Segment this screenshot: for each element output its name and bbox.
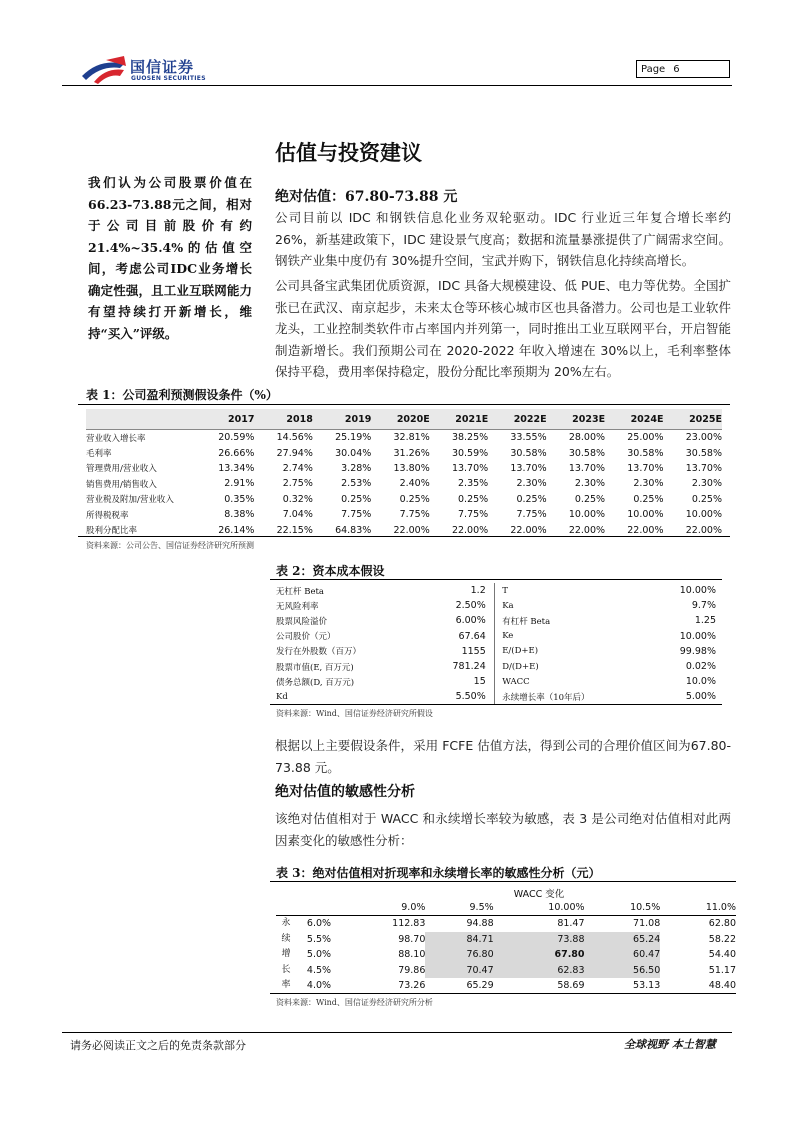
table1-cell: 10.00%: [568, 509, 606, 521]
table2-param-label: 股票市值(E, 百万元): [276, 662, 354, 673]
table1-cell: 22.00%: [685, 524, 722, 536]
table1-cell: 30.04%: [335, 447, 372, 459]
table1-cell: 0.25%: [691, 493, 722, 505]
table-row: [276, 689, 716, 704]
table2-spacer: [494, 629, 502, 644]
table2-column-divider: [486, 644, 494, 659]
table2-spacer: [494, 613, 502, 628]
table1-cell: 0.25%: [633, 493, 664, 505]
table1-cell: 30.59%: [451, 447, 489, 459]
table2-spacer: [494, 659, 502, 674]
table3-caption: 表 3：绝对估值相对折现率和永续增长率的敏感性分析（元）: [276, 866, 601, 880]
table3-cell: 65.24: [585, 932, 661, 948]
table1-cell: 13.70%: [627, 462, 664, 474]
table3-wacc-value: 9.0%: [401, 902, 426, 913]
table2-spacer: [494, 598, 502, 613]
table2-param-value: 15: [473, 676, 486, 688]
sidebar-summary: 我们认为公司股票价值在66.23-73.88元之间，相对于公司目前股价有约21.4%~35.4%的估值空间，考虑公司IDC业务增长确定性强，且工业互联网能力有望持续打开新增长，维持“买入”评级。: [88, 175, 252, 341]
table1-cell: 22.00%: [568, 524, 606, 536]
table3-cell: 51.17: [708, 964, 736, 976]
table3-wacc-value: 11.0%: [705, 902, 736, 913]
table-row: [276, 629, 716, 644]
section-heading-absolute-valuation: 绝对估值：67.80-73.88 元: [275, 189, 458, 205]
table2-param-value: 10.0%: [685, 676, 716, 688]
table-row: [276, 644, 716, 659]
table-row: [276, 978, 736, 994]
table3-growth-value: 5.0%: [306, 949, 332, 961]
table3-corner: [276, 885, 296, 900]
table2-param-value: 10.00%: [679, 585, 716, 597]
table1-cell: 7.75%: [458, 509, 489, 521]
table2-column-divider: [486, 598, 494, 613]
table1-cell: 13.70%: [451, 462, 489, 474]
table3-cell: 70.47: [425, 963, 493, 979]
table3-corner: [276, 900, 296, 916]
paragraph-resources-forecast: 公司具备宝武集团优质资源，IDC 具备大规模建设、低 PUE、电力等优势。全国扩张已在武汉、南京起步，未来太仓等环核心城市区也具备潜力。公司也是工业软件龙头，工业控制类软件市占率国内并列第一，同时推出工业互联网平台，开启智能制造新增长。我们预期公司在 2020-2022 年收入增速在 30%以上，毛利率整体保持平稳，费用率保持稳定，股份分配比率预期为 20%左右。: [275, 278, 731, 379]
paragraph-sensitivity-intro: 该绝对估值相对于 WACC 和永续增长率较为敏感，表 3 是公司绝对估值相对此两因素变化的敏感性分析：: [275, 811, 731, 848]
table2-cost-of-capital: [276, 583, 716, 705]
table1-cell: 0.35%: [224, 493, 255, 505]
table-row: [86, 476, 722, 491]
table1-col-header: 2024E: [605, 409, 663, 430]
table1-cell: 31.26%: [393, 447, 430, 459]
table3-cell: 62.80: [708, 918, 736, 930]
table1-col-header: 2017: [196, 409, 254, 430]
table1-cell: 0.25%: [516, 493, 547, 505]
table-row: [276, 963, 736, 979]
table2-param-label: D/(D+E): [502, 661, 539, 672]
table3-growth-value: 4.0%: [306, 980, 332, 992]
table1-cell: 2.30%: [691, 478, 722, 490]
page-label: Page: [641, 64, 666, 75]
table3-top-rule: [270, 881, 736, 882]
table1-cell: 13.70%: [510, 462, 547, 474]
table2-param-label: Ka: [502, 600, 514, 611]
table3-cell: 73.88: [494, 932, 585, 948]
table2-param-label: 公司股价（元）: [276, 632, 336, 643]
table1-cell: 0.32%: [282, 493, 313, 505]
table3-growth-value: 4.5%: [306, 964, 332, 976]
table1-row-label: 毛利率: [86, 449, 112, 460]
table2-param-value: 6.00%: [455, 615, 486, 627]
table2-spacer: [494, 644, 502, 659]
table3-cell: 73.26: [398, 980, 426, 992]
table3-wacc-value: 10.5%: [630, 902, 661, 913]
table1-cell: 7.75%: [341, 509, 372, 521]
table2-param-value: 2.50%: [455, 600, 486, 612]
table1-cell: 25.19%: [335, 432, 372, 444]
table1-cell: 26.66%: [218, 447, 255, 459]
table3-corner: [296, 885, 342, 900]
table-row: [86, 461, 722, 476]
table3-wacc-label-row: [276, 885, 736, 900]
table1-cell: 0.25%: [399, 493, 430, 505]
table1-cell: 13.70%: [685, 462, 722, 474]
table1-cell: 22.00%: [510, 524, 547, 536]
footer-disclaimer: 请务必阅读正文之后的免责条款部分: [70, 1039, 246, 1052]
table3-source: 资料来源：Wind、国信证券经济研究所分析: [276, 998, 433, 1007]
table3-wacc-value: 9.5%: [469, 902, 494, 913]
table1-col-header: 2019: [313, 409, 371, 430]
table1-cell: 10.00%: [685, 509, 722, 521]
table2-param-label: WACC: [502, 676, 530, 687]
table3-cell: 84.71: [425, 932, 493, 948]
table3-cell: 58.69: [557, 980, 585, 992]
table1-cell: 32.81%: [393, 432, 430, 444]
table3-growth-label-char: 续: [281, 933, 291, 944]
table3-cell: 81.47: [557, 918, 585, 930]
table3-growth-label-char: 率: [281, 980, 291, 990]
table2-param-label: 有杠杆 Beta: [502, 616, 551, 627]
table-row: [276, 583, 716, 598]
table1-cell: 30.58%: [627, 447, 664, 459]
table1-cell: 26.14%: [218, 524, 255, 536]
table1-cell: 2.30%: [574, 478, 606, 490]
table-row: [86, 430, 722, 446]
table-row: [276, 932, 736, 948]
table2-param-label: 股票风险溢价: [276, 616, 328, 627]
table1-cell: 2.75%: [282, 478, 313, 490]
table1-cell: 7.75%: [516, 509, 547, 521]
table2-param-value: 99.98%: [679, 645, 716, 657]
table1-bottom-rule: [78, 536, 730, 537]
table2-column-divider: [486, 674, 494, 689]
table2-param-label: Kd: [276, 691, 288, 702]
table1-cell: 38.25%: [451, 432, 489, 444]
table2-source: 资料来源：Wind、国信证券经济研究所假设: [276, 709, 433, 718]
table2-param-value: 9.7%: [691, 600, 716, 612]
table1-col-header: 2021E: [430, 409, 488, 430]
table2-top-rule: [270, 579, 722, 580]
table1-cell: 2.40%: [399, 478, 430, 490]
table1-cell: 3.28%: [341, 462, 372, 474]
table1-cell: 28.00%: [568, 432, 606, 444]
table2-column-divider: [486, 613, 494, 628]
table3-wacc-label: WACC 变化: [513, 888, 565, 900]
table1-col-header: 2022E: [488, 409, 546, 430]
table1-cell: 22.00%: [393, 524, 430, 536]
table2-param-value: 5.50%: [455, 691, 486, 703]
table1-row-label: 销售费用/销售收入: [86, 479, 157, 490]
table-row: [276, 613, 716, 628]
table-row: [86, 492, 722, 507]
table2-param-value: 1155: [461, 645, 486, 657]
paragraph-business-drivers: 公司目前以 IDC 和钢铁信息化业务双轮驱动。IDC 行业近三年复合增长率约26%，新基建政策下，IDC 建设景气度高；数据和流量暴涨提供了广阔需求空间。钢铁产业集中度仍有 30%提升空间，宝武并购下，钢铁信息化持续高增长。: [275, 210, 731, 268]
table-row: [276, 674, 716, 689]
table2-param-value: 0.02%: [685, 661, 716, 673]
paragraph-fcfe-result: 根据以上主要假设条件，采用 FCFE 估值方法，得到公司的合理价值区间为67.80-73.88 元。: [275, 738, 731, 775]
table2-caption: 表 2：资本成本假设: [276, 564, 385, 578]
table1-row-label: 管理费用/营业收入: [86, 464, 157, 475]
table2-param-value: 781.24: [452, 661, 486, 673]
footer-slogan: 全球视野 本土智慧: [624, 1038, 716, 1051]
table2-param-label: Ke: [502, 631, 514, 642]
table3-corner: [296, 900, 342, 916]
table-row: [276, 659, 716, 674]
table1-row-label: 所得税税率: [86, 510, 129, 521]
table2-param-label: 发行在外股数（百万）: [276, 647, 362, 658]
table2-column-divider: [486, 659, 494, 674]
table3-cell: 88.10: [398, 949, 426, 961]
table1-cell: 14.56%: [276, 432, 313, 444]
table-row: [86, 445, 722, 460]
table3-wacc-values-row: [276, 900, 736, 916]
table1-header-row: [86, 409, 722, 430]
footer-divider: [62, 1032, 732, 1033]
table2-bottom-rule: [270, 704, 722, 705]
table1-cell: 2.30%: [633, 478, 664, 490]
table2-spacer: [494, 689, 502, 704]
table2-param-value: 1.2: [470, 585, 486, 597]
table1-cell: 2.35%: [458, 478, 489, 490]
table2-param-value: 1.25: [694, 615, 716, 627]
table1-cell: 30.58%: [568, 447, 606, 459]
table2-param-label: 无杠杆 Beta: [276, 586, 324, 597]
table-row: [276, 947, 736, 963]
table3-cell: 94.88: [466, 918, 494, 930]
table3-wacc-value: 10.00%: [548, 902, 585, 913]
table3-bottom-rule: [270, 993, 736, 994]
table1-cell: 33.55%: [510, 432, 547, 444]
table2-param-value: 10.00%: [679, 630, 716, 642]
table2-param-value: 5.00%: [685, 691, 716, 703]
table1-cell: 2.74%: [282, 462, 313, 474]
table1-cell: 0.25%: [574, 493, 606, 505]
table-row: [276, 598, 716, 613]
table1-col-header: 2018: [254, 409, 312, 430]
page-indicator: [636, 60, 730, 78]
table1-cell: 0.25%: [458, 493, 489, 505]
table1-top-rule: [78, 404, 730, 405]
table1-col-header: 2025E: [664, 409, 723, 430]
table1-cell: 20.59%: [218, 432, 255, 444]
table1-row-label: 股利分配比率: [86, 526, 138, 537]
table3-cell: 79.86: [398, 964, 426, 976]
logo-text-cn: 国信证券: [130, 58, 195, 76]
table1-cell: 23.00%: [685, 432, 722, 444]
table1-cell: 2.30%: [516, 478, 547, 490]
table1-cell: 7.75%: [399, 509, 430, 521]
table1-source: 资料来源：公司公告、国信证券经济研究所预测: [86, 541, 254, 550]
table2-column-divider: [486, 583, 494, 598]
table1-col-header: 2023E: [547, 409, 605, 430]
table3-growth-label-char: 长: [281, 964, 291, 975]
table2-param-label: 无风险利率: [276, 601, 319, 612]
table2-column-divider: [486, 629, 494, 644]
table3-cell: 76.80: [425, 947, 493, 963]
table3-sensitivity-matrix: [276, 885, 736, 994]
table2-param-label: E/(D+E): [502, 646, 539, 657]
table1-row-label: 营业税及附加/营业收入: [86, 495, 174, 506]
table3-cell: 60.47: [585, 947, 661, 963]
table1-cell: 27.94%: [276, 447, 313, 459]
header-divider: [62, 85, 732, 86]
table3-cell: 65.29: [466, 980, 494, 992]
table3-growth-label-char: 增: [281, 949, 291, 959]
table3-cell: 48.40: [708, 980, 736, 992]
table3-cell: 98.70: [398, 933, 426, 945]
page-title: 估值与投资建议: [275, 140, 422, 165]
section-heading-sensitivity: 绝对估值的敏感性分析: [275, 784, 415, 800]
table1-cell: 10.00%: [627, 509, 664, 521]
table3-cell: 53.13: [633, 980, 661, 992]
table2-param-label: T: [502, 585, 508, 596]
table1-row-label: 营业收入增长率: [86, 433, 146, 444]
table3-growth-value: 6.0%: [306, 918, 332, 930]
table3-cell: 58.22: [708, 933, 736, 945]
table1-cell: 25.00%: [627, 432, 664, 444]
table2-param-label: 永续增长率（10年后）: [502, 692, 590, 703]
table1-cell: 64.83%: [335, 524, 372, 536]
table1-cell: 7.04%: [282, 509, 313, 521]
table1-col-header: 2020E: [371, 409, 429, 430]
table1-cell: 22.00%: [627, 524, 664, 536]
table1-caption: 表 1：公司盈利预测假设条件（%）: [86, 388, 278, 402]
table2-param-label: 债务总额(D, 百万元): [276, 677, 355, 688]
table2-spacer: [494, 674, 502, 689]
table1-cell: 22.00%: [451, 524, 489, 536]
table3-cell: 54.40: [708, 949, 736, 961]
page-number: 6: [673, 64, 680, 75]
table1-cell: 22.15%: [276, 524, 313, 536]
table3-cell: 67.80: [494, 947, 585, 963]
logo-text-en: GUOSEN SECURITIES: [131, 75, 206, 82]
table1-cell: 2.91%: [224, 478, 255, 490]
table1-cell: 0.25%: [341, 493, 372, 505]
table1-cell: 2.53%: [341, 478, 372, 490]
table2-column-divider: [486, 689, 494, 704]
table3-cell: 112.83: [392, 918, 426, 930]
table3-cell: 71.08: [633, 918, 661, 930]
table1-cell: 13.80%: [393, 462, 430, 474]
table3-cell: 62.83: [494, 963, 585, 979]
table1-cell: 30.58%: [510, 447, 547, 459]
table1-cell: 13.34%: [218, 462, 255, 474]
table3-growth-label-char: 永: [281, 918, 291, 928]
table1-cell: 8.38%: [224, 509, 255, 521]
table-row: [276, 916, 736, 932]
table3-cell: 56.50: [585, 963, 661, 979]
table3-growth-value: 5.5%: [306, 933, 332, 945]
table-row: [86, 507, 722, 522]
table1-cell: 13.70%: [568, 462, 606, 474]
table1-cell: 30.58%: [685, 447, 722, 459]
table1-col-header: [86, 409, 196, 430]
table2-param-value: 67.64: [458, 630, 486, 642]
table2-spacer: [494, 583, 502, 598]
table1-profit-assumptions: [86, 409, 722, 538]
